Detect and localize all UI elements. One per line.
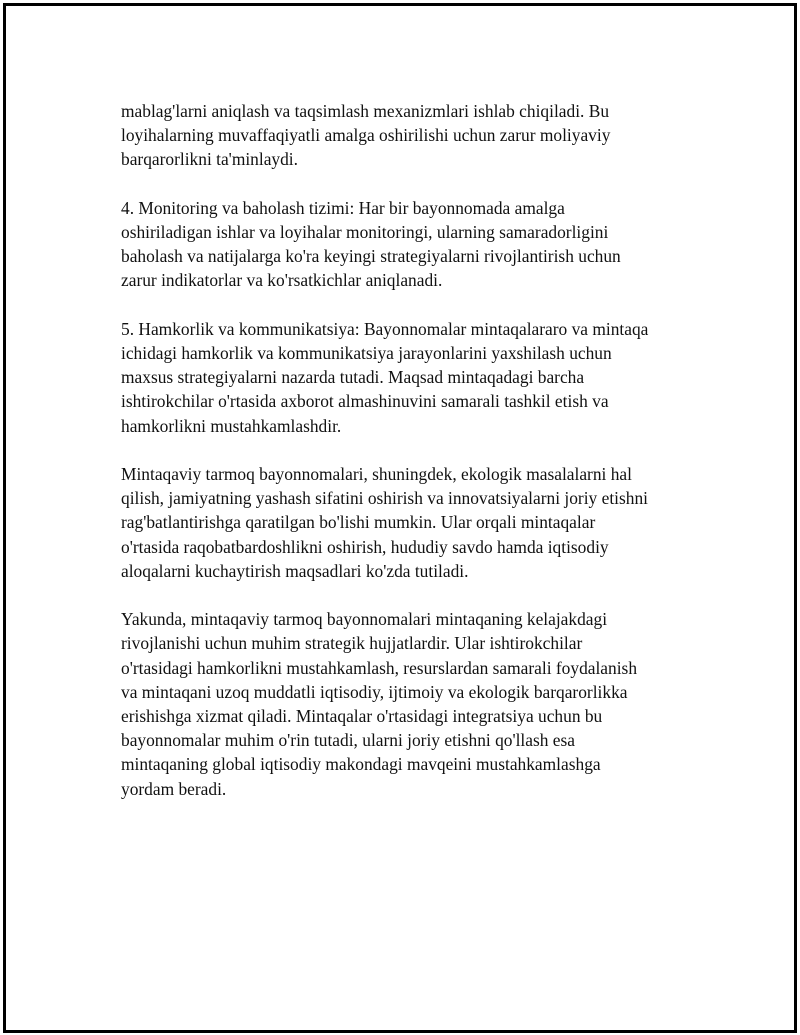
text-line: o'rtasida raqobatbardoshlikni oshirish, hududiy savdo hamda iqtisodiy <box>121 536 609 557</box>
text-line: qilish, jamiyatning yashash sifatini oshirish va innovatsiyalarni joriy etishni <box>121 488 648 509</box>
text-line: zarur indikatorlar va ko'rsatkichlar aniqlanadi. <box>121 270 443 291</box>
text-line: yordam beradi. <box>121 778 227 799</box>
text-line: rag'batlantirishga qaratilgan bo'lishi mumkin. Ular orqali mintaqalar <box>121 512 596 533</box>
text-line: Yakunda, mintaqaviy tarmoq bayonnomalari mintaqaning kelajakdagi <box>121 609 608 630</box>
text-line: Mintaqaviy tarmoq bayonnomalari, shuningdek, ekologik masalalarni hal <box>121 464 632 484</box>
text-line: loyihalarning muvaffaqiyatli amalga oshirilishi uchun zarur moliyaviy <box>121 125 611 146</box>
text-line: 5. Hamkorlik va kommunikatsiya: Bayonnomalar mintaqalararo va mintaqa <box>121 318 649 339</box>
paragraph-conclusion <box>121 607 706 801</box>
text-line: rivojlanishi uchun muhim strategik hujjatlardir. Ular ishtirokchilar <box>121 633 583 654</box>
text-line: barqarorlikni ta'minlaydi. <box>121 149 298 170</box>
text-line: maxsus strategiyalarni nazarda tutadi. Maqsad mintaqadagi barcha <box>121 367 585 388</box>
paragraph-cooperation <box>121 317 706 438</box>
text-line: ichidagi hamkorlik va kommunikatsiya jarayonlarini yaxshilash uchun <box>121 343 612 363</box>
text-line: ishtirokchilar o'rtasida axborot almashinuvini samarali tashkil etish va <box>121 391 609 412</box>
text-line: erishishga xizmat qiladi. Mintaqalar o'rtasidagi integratsiya uchun bu <box>121 706 603 727</box>
paragraph-funding <box>121 99 706 172</box>
text-line: mintaqaning global iqtisodiy makondagi mavqeini mustahkamlashga <box>121 754 601 775</box>
document-page <box>3 3 797 1033</box>
text-line: bayonnomalar muhim o'rin tutadi, ularni joriy etishni qo'llash esa <box>121 730 575 751</box>
text-line: aloqalarni kuchaytirish maqsadlari ko'zda tutiladi. <box>121 560 469 581</box>
text-line: baholash va natijalarga ko'ra keyingi strategiyalarni rivojlantirish uchun <box>121 246 621 267</box>
text-line: oshiriladigan ishlar va loyihalar monitoringi, ularning samaradorligini <box>121 222 609 242</box>
document-body <box>121 99 706 825</box>
text-line: hamkorlikni mustahkamlashdir. <box>121 415 342 436</box>
paragraph-regional-protocols <box>121 462 706 583</box>
text-line: o'rtasidagi hamkorlikni mustahkamlash, resurslardan samarali foydalanish <box>121 657 638 678</box>
text-line: mablag'larni aniqlash va taqsimlash mexanizmlari ishlab chiqiladi. Bu <box>121 101 610 121</box>
paragraph-monitoring <box>121 196 706 293</box>
text-line: 4. Monitoring va baholash tizimi: Har bir bayonnomada amalga <box>121 197 565 218</box>
text-line: va mintaqani uzoq muddatli iqtisodiy, ijtimoiy va ekologik barqarorlikka <box>121 681 628 702</box>
